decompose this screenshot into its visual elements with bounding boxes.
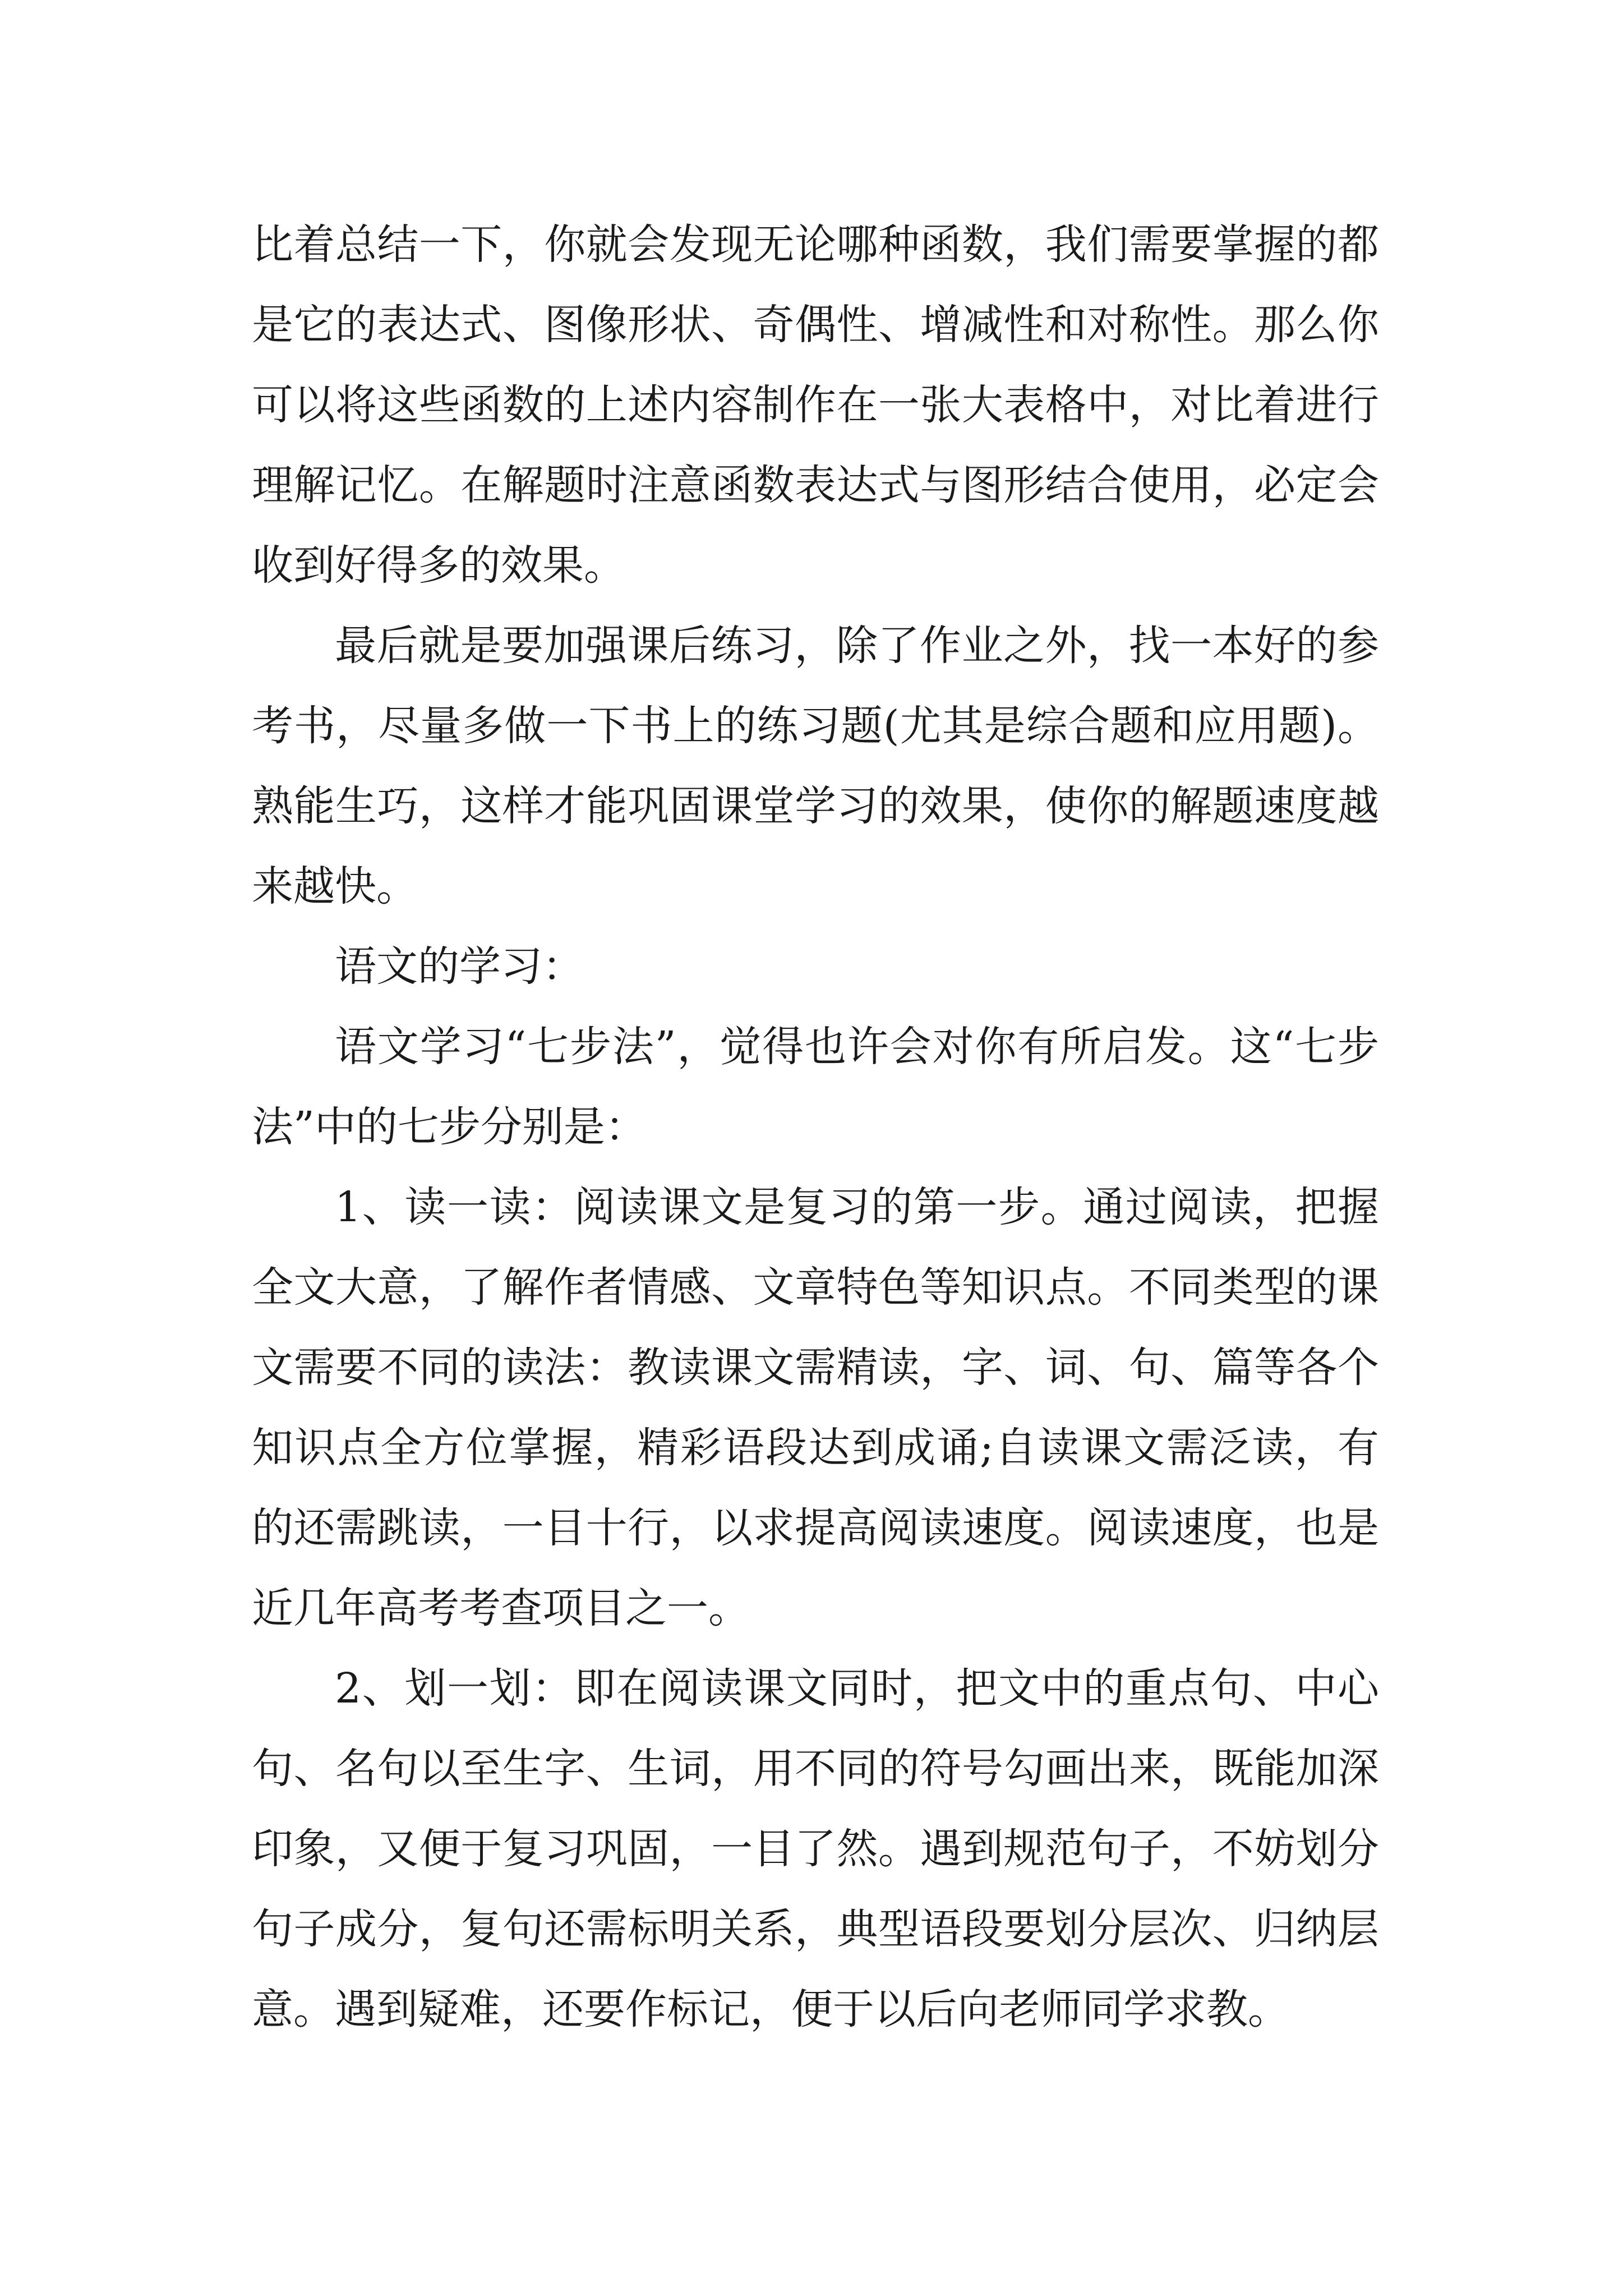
paragraph-3-heading: 语文的学习： xyxy=(335,942,584,991)
body-text xyxy=(252,205,1379,2050)
paragraph-1: 比着总结一下，你就会发现无论哪种函数，我们需要掌握的都是它的表达式、图像形状、奇偶性、增减性和对称性。那么你可以将这些函数的上述内容制作在一张大表格中，对比着进行理解记忆。在解题时注意函数表达式与图形结合使用，必定会收到好得多的效果。 xyxy=(252,220,1379,590)
paragraph-6: 2、划一划：即在阅读课文同时，把文中的重点句、中心句、名句以至生字、生词，用不同的符号勾画出来，既能加深印象，又便于复习巩固，一目了然。遇到规范句子，不妨划分句子成分，复句还需标明关系，典型语段要划分层次、归纳层意。遇到疑难，还要作标记，便于以后向老师同学求教。 xyxy=(252,1664,1379,2033)
paragraph-5: 1、读一读：阅读课文是复习的第一步。通过阅读，把握全文大意，了解作者情感、文章特色等知识点。不同类型的课文需要不同的读法：教读课文需精读，字、词、句、篇等各个知识点全方位掌握，精彩语段达到成诵;自读课文需泛读，有的还需跳读，一目十行，以求提高阅读速度。阅读速度，也是近几年高考考查项目之一。 xyxy=(252,1183,1379,1632)
paragraph-4: 语文学习“七步法”，觉得也许会对你有所启发。这“七步法”中的七步分别是： xyxy=(252,1023,1379,1151)
paragraph-2: 最后就是要加强课后练习，除了作业之外，找一本好的参考书，尽量多做一下书上的练习题(尤其是综合题和应用题)。熟能生巧，这样才能巩固课堂学习的效果，使你的解题速度越来越快。 xyxy=(252,622,1379,910)
